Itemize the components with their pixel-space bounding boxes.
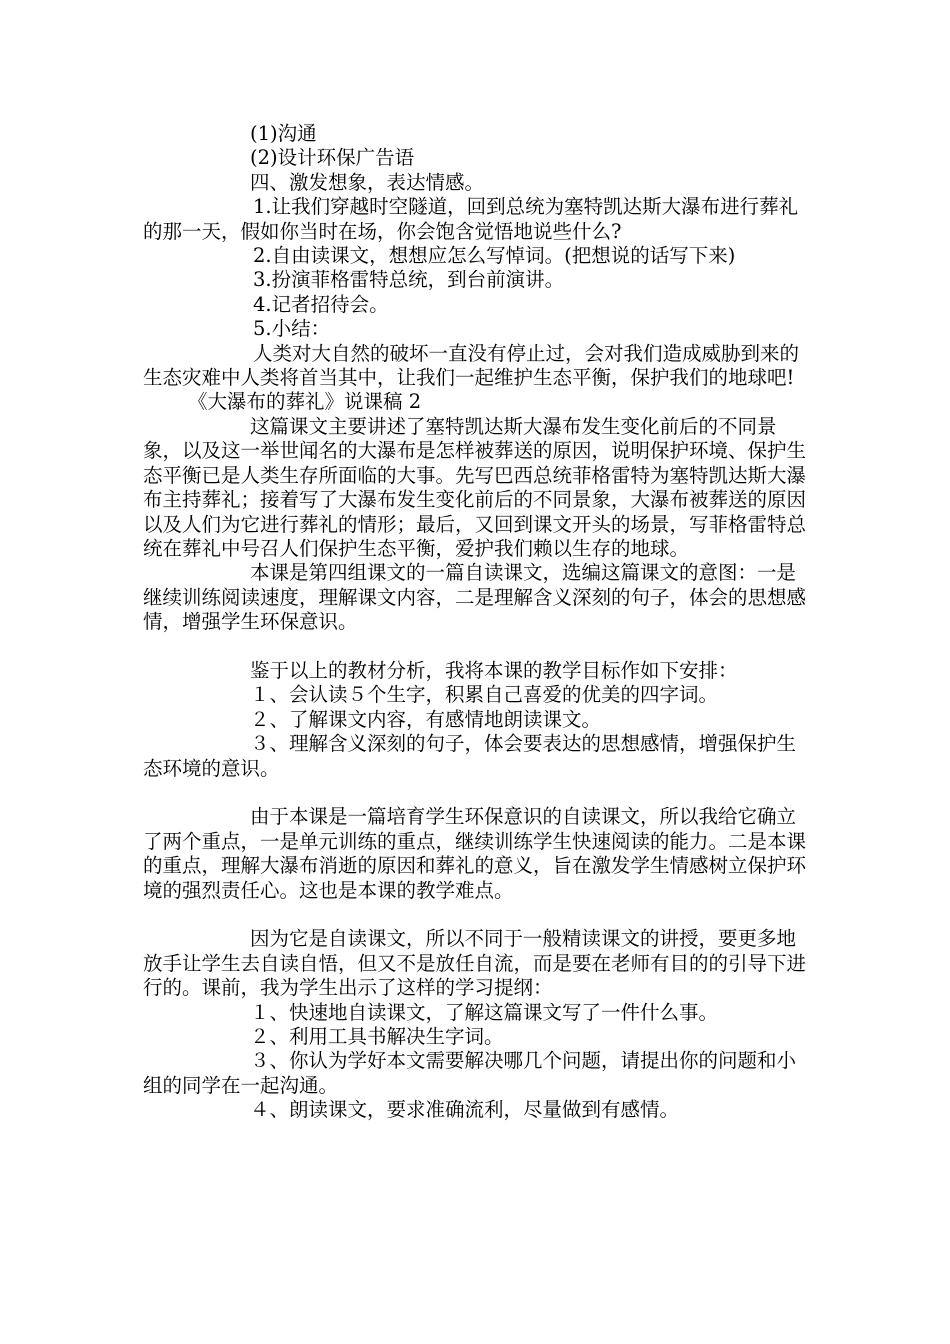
paragraph: 4.记者招待会。 <box>253 292 389 316</box>
paragraph: ３、你认为学好本文需要解决哪几个问题，请提出你的问题和小组的同学在一起沟通。 <box>143 1049 797 1097</box>
paragraph: ４、朗读课文，要求准确流利，尽量做到有感情。 <box>250 1098 680 1122</box>
section-title: 《大瀑布的葬礼》说课稿 2 <box>188 390 422 414</box>
paragraph: 因为它是自读课文，所以不同于一般精读课文的讲授，要更多地放手让学生去自读自悟，但又不是放任自流，而是要在老师有目的的引导下进行的。课前，我为学生出示了这样的学习提纲： <box>143 927 807 1000</box>
paragraph: 人类对大自然的破坏一直没有停止过，会对我们造成威胁到来的生态灾难中人类将首当其中，让我们一起维护生态平衡，保护我们的地球吧! <box>143 341 800 390</box>
paragraph: 3.扮演菲格雷特总统，到台前演讲。 <box>253 268 565 292</box>
paragraph: (1)沟通 <box>250 122 317 145</box>
paragraph: 四、激发想象，表达情感。 <box>250 170 485 194</box>
paragraph: (2)设计环保广告语 <box>250 146 415 170</box>
blank-line <box>143 781 815 805</box>
paragraph: １、快速地自读课文，了解这篇课文写了一件什么事。 <box>250 1000 719 1024</box>
paragraph: 5.小结： <box>253 317 331 341</box>
document-body <box>143 122 815 1123</box>
paragraph: 本课是第四组课文的一篇自读课文，选编这篇课文的意图：一是继续训练阅读速度，理解课文内容，二是理解含义深刻的句子，体会的思想感情，增强学生环保意识。 <box>143 561 807 634</box>
paragraph: ２、利用工具书解决生字词。 <box>250 1024 504 1048</box>
paragraph: 2.自由读课文，想想应怎么写悼词。(把想说的话写下来) <box>253 244 736 268</box>
paragraph: 由于本课是一篇培育学生环保意识的自读课文，所以我给它确立了两个重点，一是单元训练的重点，继续训练学生快速阅读的能力。二是本课的重点，理解大瀑布消逝的原因和葬礼的意义，旨在激发学生情感树立保护环境的强烈责任心。这也是本课的教学难点。 <box>143 805 807 902</box>
paragraph: 鉴于以上的教材分析，我将本课的教学目标作如下安排： <box>250 658 738 682</box>
blank-line <box>143 903 815 927</box>
paragraph: １、会认读５个生字，积累自己喜爱的优美的四字词。 <box>250 683 719 707</box>
paragraph: ３、理解含义深刻的句子，体会要表达的思想感情，增强保护生态环境的意识。 <box>143 732 797 780</box>
paragraph: ２、了解课文内容，有感情地朗读课文。 <box>250 707 602 731</box>
blank-line <box>143 635 815 659</box>
paragraph: 1.让我们穿越时空隧道，回到总统为塞特凯达斯大瀑布进行葬礼的那一天，假如你当时在场，你会饱含觉悟地说些什么? <box>143 195 799 243</box>
paragraph: 这篇课文主要讲述了塞特凯达斯大瀑布发生变化前后的不同景象，以及这一举世闻名的大瀑布是怎样被葬送的原因，说明保护环境、保护生态平衡已是人类生存所面临的大事。先写巴西总统菲格雷特为塞特凯达斯大瀑布主持葬礼；接着写了大瀑布发生变化前后的不同景象，大瀑布被葬送的原因以及人们为它进行葬礼的情形；最后，又回到课文开头的场景，写菲格雷特总统在葬礼中号召人们保护生态平衡，爱护我们赖以生存的地球。 <box>143 414 807 560</box>
